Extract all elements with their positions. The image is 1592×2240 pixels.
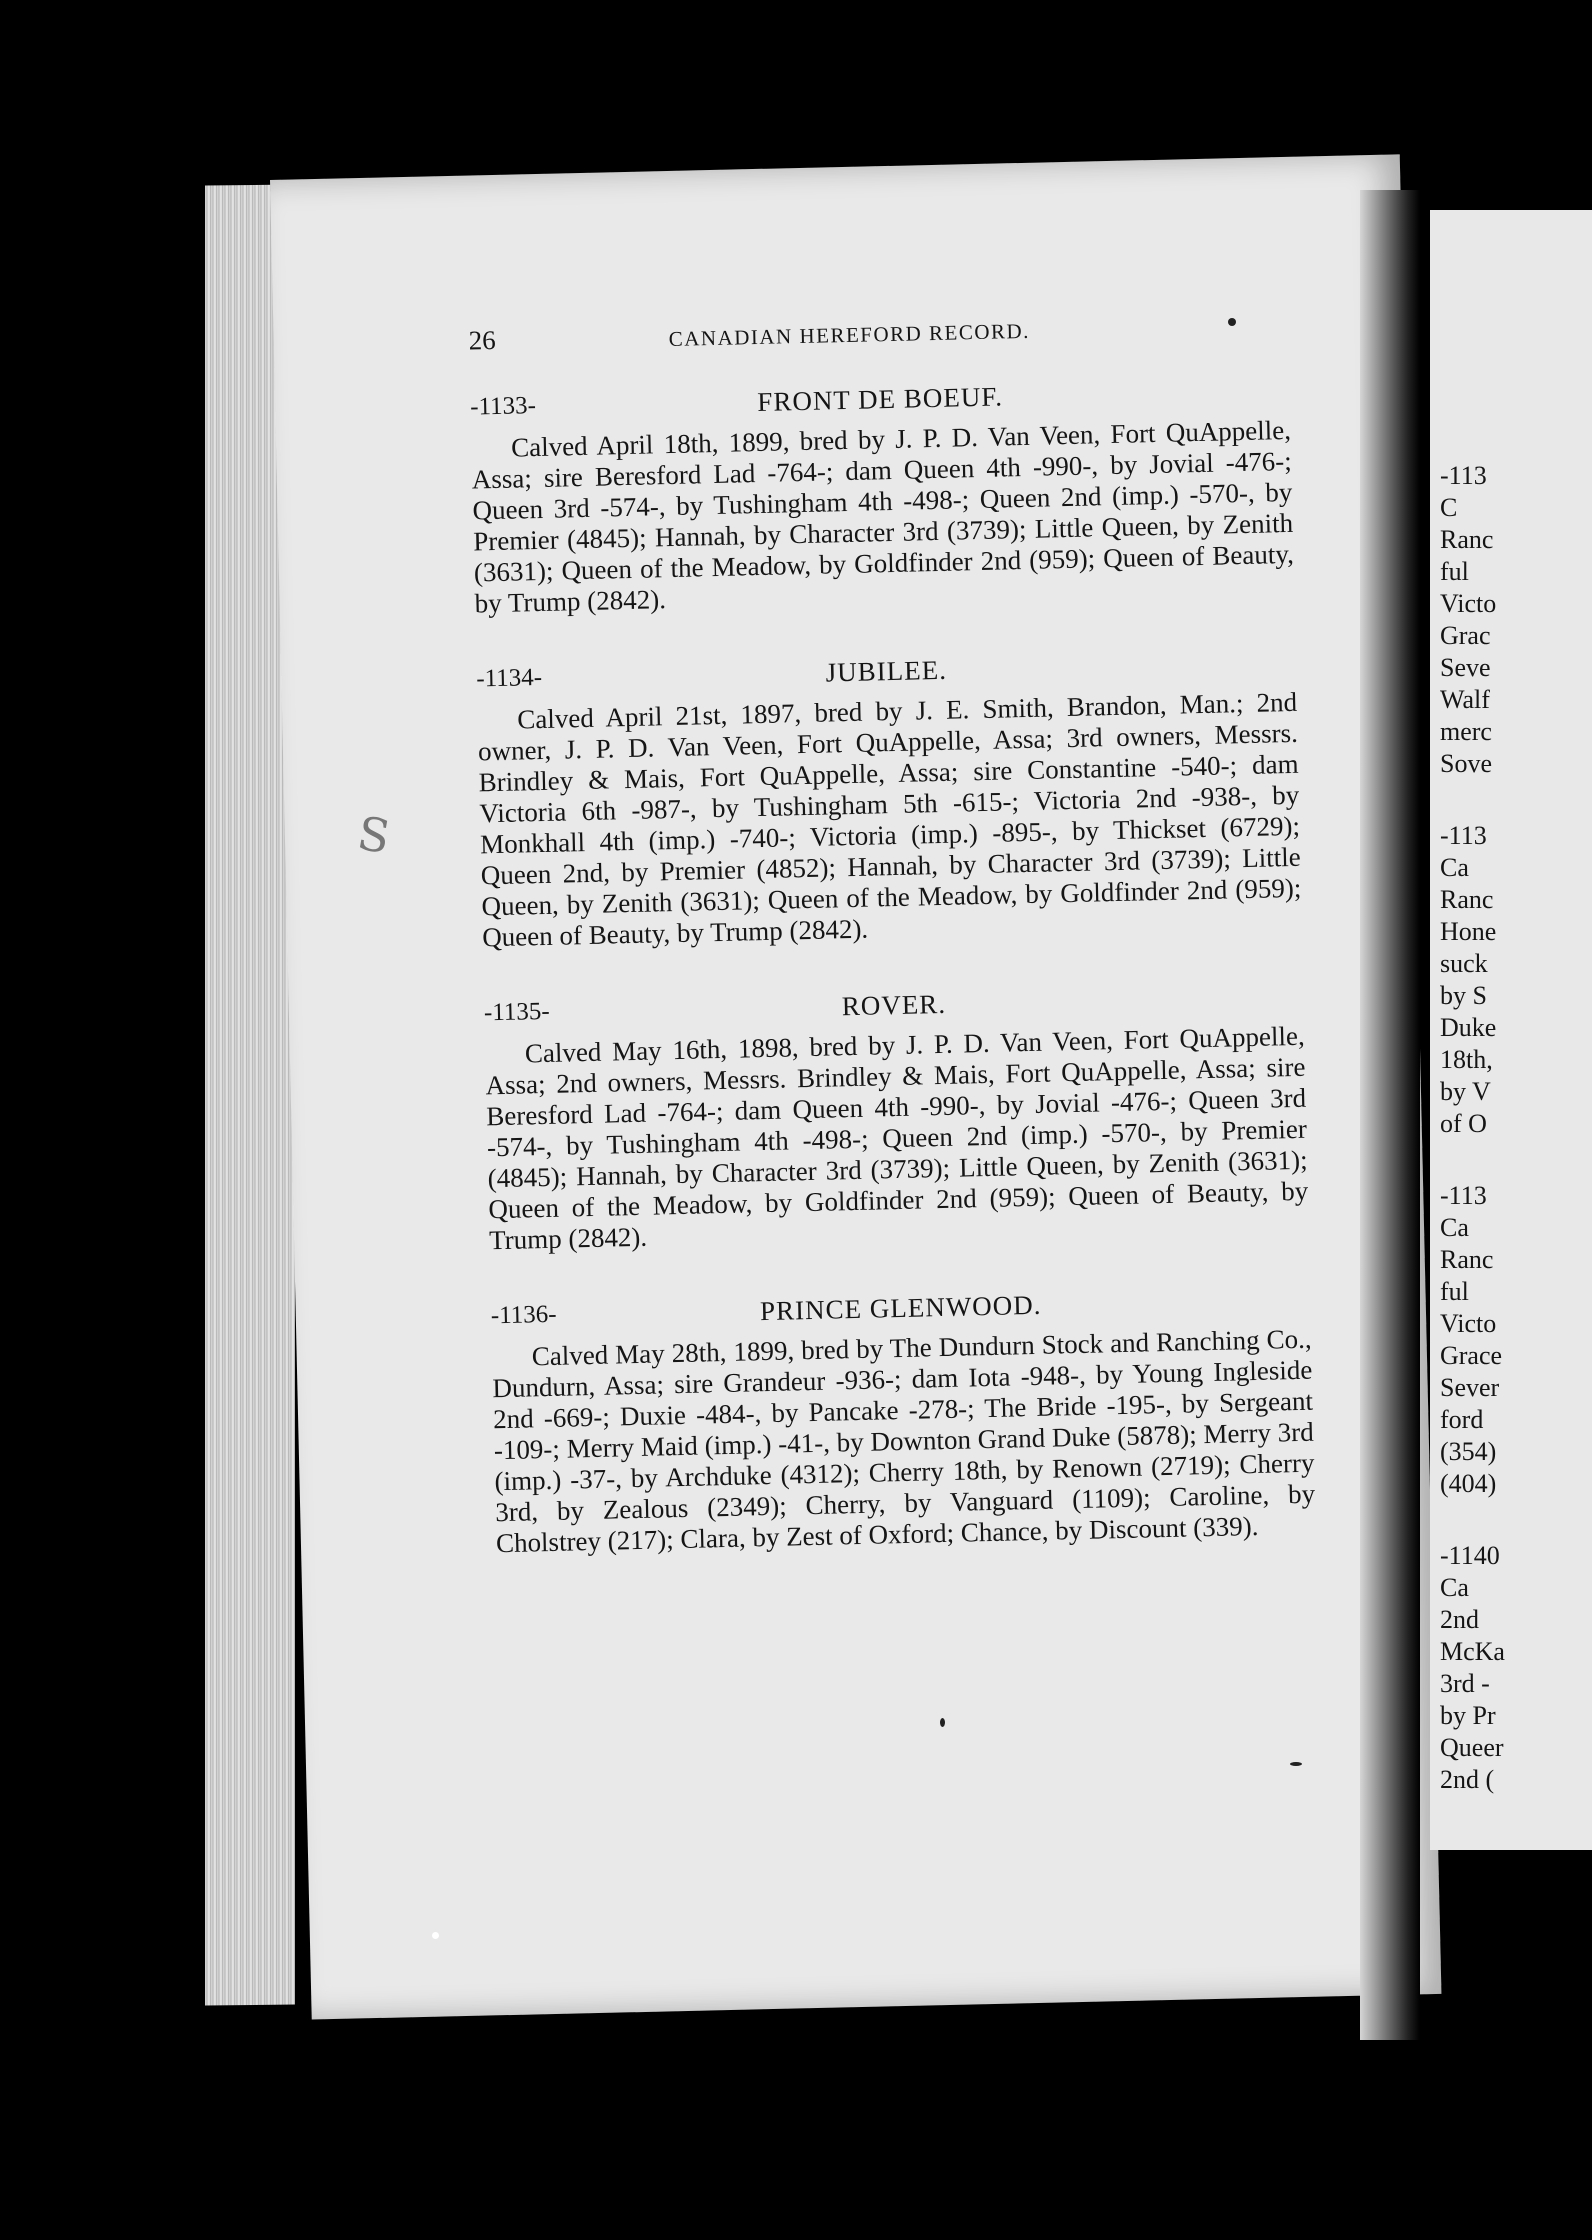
fragment-line: by V [1440, 1077, 1491, 1106]
ink-speck [940, 1718, 945, 1727]
entry-1133 [470, 375, 1295, 620]
fragment-line: Grac [1440, 621, 1491, 650]
fragment-block [1430, 820, 1592, 1140]
left-page [270, 154, 1441, 2019]
fragment-line: Duke [1440, 1013, 1497, 1042]
entry-1134 [476, 647, 1302, 954]
fragment-line: Sever [1440, 1373, 1500, 1402]
paper-hole [432, 1932, 439, 1939]
entry-text: Calved May 28th, 1899, bred by The Dundurn Stock and Ranching Co., Dundurn, Assa; sire Grandeur -936-; dam Iota -948-, by Young Ingleside 2nd -669-; Duxie -484-, by Pancake -278-; The Bride -195-, by Sergeant -109-; Merry Maid (imp.) -41-, by Downton Grand Duke (5878); Merry 3rd (imp.) -37-, by Archduke (4312); Cherry 18th, by Renown (2719); Cherry 3rd, by Zealous (2349); Cherry, by Vanguard (1109); Caroline, by Cholstrey (217); Clara, by Zest of Oxford; Chance, by Discount (339). [492, 1323, 1316, 1559]
entry-name: JUBILEE. [825, 654, 948, 688]
fragment-line: -1140 [1440, 1541, 1500, 1570]
entry-name: PRINCE GLENWOOD. [759, 1289, 1042, 1327]
fragment-block [1430, 460, 1592, 780]
entry-text: Calved May 16th, 1898, bred by J. P. D. Van Veen, Fort QuAppelle, Assa; 2nd owners, Messrs. Brindley & Mais, Fort QuAppelle, Assa; sire Beresford Lad -764-; dam Queen 4th -990-, by Jovial -476-; Queen 3rd -574-, by Tushingham 4th -498-; Queen 2nd (imp.) -570-, by Premier (4845); Hannah, by Character 3rd (3739); Little Queen, by Zenith (3631); Queen of the Meadow, by Goldfinder 2nd (959); Queen of Beauty, by Trump (2842). [485, 1020, 1309, 1256]
fragment-line: Hone [1440, 917, 1497, 946]
fragment-line: Ranc [1440, 525, 1494, 554]
entry-name: ROVER. [841, 988, 947, 1022]
fragment-line: Seve [1440, 653, 1491, 682]
entry-number: -1133- [469, 392, 537, 421]
book-gutter [1360, 190, 1420, 2040]
fragment-line: Ca [1440, 1573, 1469, 1602]
entry-number: -1136- [490, 1300, 557, 1330]
page-number: 26 [468, 324, 497, 356]
page-content [468, 307, 1317, 1605]
entry-1135 [484, 981, 1310, 1257]
fragment-line: McKa [1440, 1637, 1505, 1666]
fragment-line: 2nd [1440, 1605, 1479, 1634]
fragment-line: Ranc [1440, 885, 1494, 914]
fragment-line: by S [1440, 981, 1487, 1010]
ink-speck [1290, 1762, 1302, 1766]
fragment-line: suck [1440, 949, 1488, 978]
entry-number: -1135- [483, 997, 550, 1027]
fragment-line: Grace [1440, 1341, 1503, 1370]
fragment-line: Ca [1440, 853, 1469, 882]
entry-number: -1134- [476, 663, 543, 693]
fragment-line: ful [1440, 557, 1469, 586]
fragment-line: ful [1440, 1277, 1469, 1306]
fragment-line: ford [1440, 1405, 1484, 1434]
fragment-line: (404) [1440, 1469, 1497, 1498]
entry-text: Calved April 21st, 1897, bred by J. E. Smith, Brandon, Man.; 2nd owner, J. P. D. Van Veen, Fort QuAppelle, Assa; 3rd owners, Messrs. Brindley & Mais, Fort QuAppelle, Assa; sire Constantine -540-; dam Victoria 6th -987-, by Tushingham 5th -615-; Victoria 2nd -938-, by Monkhall 4th (imp.) -740-; Victoria (imp.) -895-, by Thickset (6729); Queen 2nd, by Premier (4852); Hannah, by Character 3rd (3739); Little Queen, by Zenith (3631); Queen of the Meadow, by Goldfinder 2nd (959); Queen of Beauty, by Trump (2842). [477, 686, 1302, 953]
ink-speck [1228, 318, 1236, 326]
fragment-line: Ca [1440, 1213, 1469, 1242]
fragment-line: Sove [1440, 749, 1492, 778]
fragment-block [1430, 1540, 1592, 1796]
fragment-line: by Pr [1440, 1701, 1496, 1730]
entry-name: FRONT DE BOEUF. [757, 381, 1004, 417]
entry-text: Calved April 18th, 1899, bred by J. P. D. Van Veen, Fort QuAppelle, Assa; sire Beresford Lad -764-; dam Queen 4th -990-, by Jovial -476-; Queen 3rd -574-, by Tushingham 4th -498-; Queen 2nd (imp.) -570-, by Premier (4845); Hannah, by Character 3rd (3739); Little Queen, by Zenith (3631); Queen of the Meadow, by Goldfinder 2nd (959); Queen of Beauty, by Trump (2842). [471, 414, 1295, 619]
fragment-line: 18th, [1440, 1045, 1493, 1074]
fragment-line: -113 [1440, 821, 1487, 850]
fragment-line: 2nd ( [1440, 1765, 1495, 1794]
right-page-fragment [1430, 210, 1592, 1850]
fragment-line: merc [1440, 717, 1492, 746]
fragment-block [1430, 1180, 1592, 1500]
running-title: CANADIAN HEREFORD RECORD. [668, 318, 1031, 351]
fragment-line: (354) [1440, 1437, 1497, 1466]
fragment-line: -113 [1440, 461, 1487, 490]
fragment-line: Ranc [1440, 1245, 1494, 1274]
fragment-line: 3rd - [1440, 1669, 1490, 1698]
fragment-line: of O [1440, 1109, 1487, 1138]
fragment-line: -113 [1440, 1181, 1487, 1210]
entry-1136 [491, 1284, 1317, 1560]
page-header [468, 307, 1289, 366]
fragment-line: C [1440, 493, 1458, 522]
fragment-line: Victo [1440, 589, 1497, 618]
fragment-line: Queer [1440, 1733, 1504, 1762]
fragment-line: Walf [1440, 685, 1490, 714]
fragment-line: Victo [1440, 1309, 1497, 1338]
margin-pencil-mark: S [353, 805, 394, 865]
